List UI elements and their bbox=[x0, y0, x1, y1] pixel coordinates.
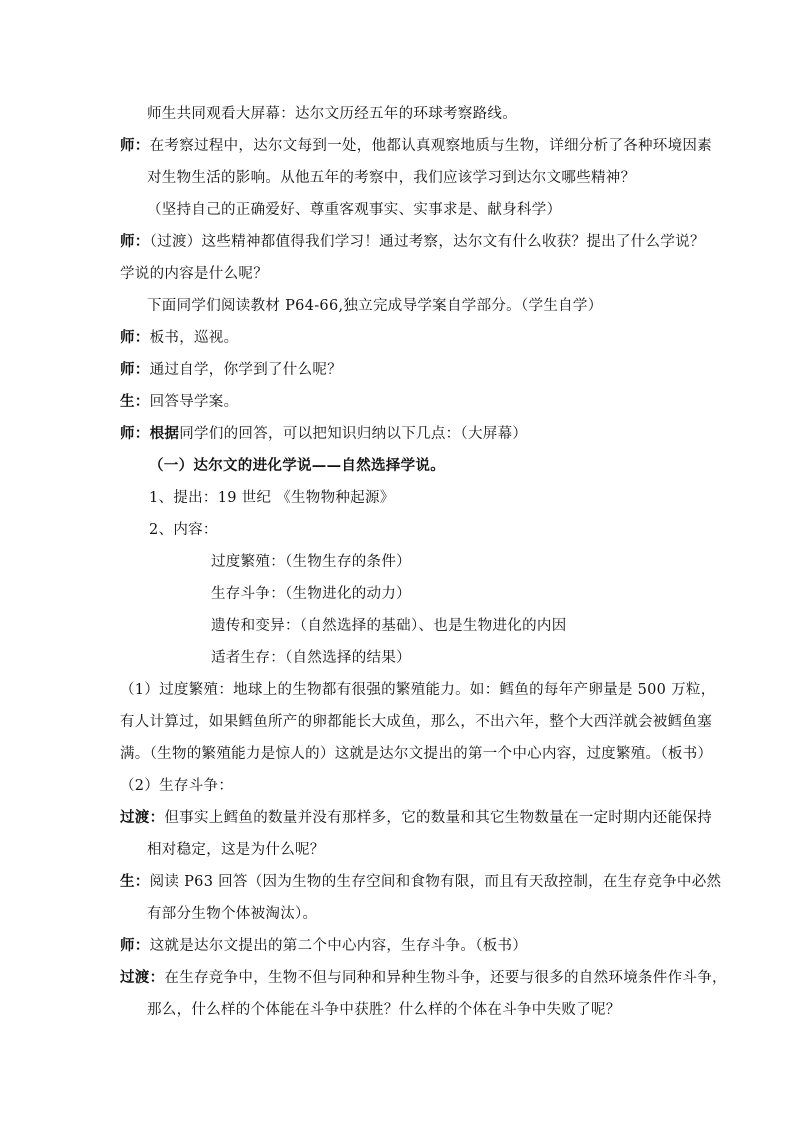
text: （1）过度繁殖：地球上的生物都有很强的繁殖能力。如：鳕鱼的每年产卵量是 500 万粒， bbox=[120, 682, 716, 698]
text: 1、提出：19 世纪 《生物物种起源》 bbox=[149, 490, 395, 506]
text: 那么，什么样的个体能在斗争中获胜？什么样的个体在斗争中失败了呢？ bbox=[147, 1002, 621, 1018]
speaker-label: 师： bbox=[120, 425, 150, 442]
text: 这就是达尔文提出的第二个中心内容，生存斗争。（板书） bbox=[149, 938, 528, 954]
paragraph-line bbox=[0, 994, 794, 1026]
speaker-label: 师： bbox=[120, 361, 150, 378]
paragraph-line bbox=[0, 834, 794, 866]
text: 适者生存：（自然选择的结果） bbox=[211, 650, 411, 666]
dialogue-line bbox=[0, 322, 794, 354]
text: 师生共同观看大屏幕：达尔文历经五年的环球考察路线。 bbox=[147, 106, 517, 122]
document-body bbox=[0, 98, 794, 1026]
text: 板书，巡视。 bbox=[149, 330, 239, 346]
dialogue-line bbox=[0, 130, 794, 162]
dialogue-line bbox=[0, 866, 794, 898]
speaker-label: 过渡： bbox=[120, 809, 165, 826]
speaker-label: 师： bbox=[120, 937, 150, 954]
section-heading bbox=[0, 450, 794, 482]
text: 生存斗争：（生物进化的动力） bbox=[211, 586, 411, 602]
speaker-label: 生： bbox=[120, 873, 150, 890]
paragraph-line bbox=[0, 162, 794, 194]
text: 阅读 P63 回答（因为生物的生存空间和食物有限，而且有天敌控制，在生存竞争中必然 bbox=[149, 874, 722, 890]
dialogue-line bbox=[0, 226, 794, 258]
content-item bbox=[0, 642, 794, 674]
text: 遗传和变异：（自然选择的基础）、也是生物进化的内因 bbox=[211, 618, 567, 634]
list-item bbox=[0, 514, 794, 546]
list-item bbox=[0, 482, 794, 514]
paragraph-line bbox=[0, 290, 794, 322]
paragraph-line bbox=[0, 194, 794, 226]
text: 相对稳定，这是为什么呢？ bbox=[147, 842, 325, 858]
text: 过度繁殖：（生物生存的条件） bbox=[211, 554, 411, 570]
text: （坚持自己的正确爱好、尊重客观事实、实事求是、献身科学） bbox=[147, 202, 562, 218]
text: 有人计算过，如果鳕鱼所产的卵都能长大成鱼，那么，不出六年，整个大西洋就会被鳕鱼塞 bbox=[120, 714, 712, 730]
bold-text: 根据 bbox=[149, 425, 180, 442]
paragraph-line bbox=[0, 706, 794, 738]
content-item bbox=[0, 578, 794, 610]
speaker-label: 师： bbox=[120, 137, 150, 154]
dialogue-line bbox=[0, 418, 794, 450]
paragraph-line bbox=[0, 98, 794, 130]
text: 对生物生活的影响。从他五年的考察中，我们应该学习到达尔文哪些精神？ bbox=[147, 170, 636, 186]
dialogue-line bbox=[0, 930, 794, 962]
text: 学说的内容是什么呢？ bbox=[120, 266, 268, 282]
text: 2、内容： bbox=[149, 522, 218, 538]
content-item bbox=[0, 546, 794, 578]
content-item bbox=[0, 610, 794, 642]
text: 回答导学案。 bbox=[149, 394, 239, 410]
speaker-label: 过渡： bbox=[120, 969, 165, 986]
text: 在考察过程中，达尔文每到一处，他都认真观察地质与生物，详细分析了各种环境因素 bbox=[149, 138, 713, 154]
text: 但事实上鳕鱼的数量并没有那样多，它的数量和其它生物数量在一定时期内还能保持 bbox=[164, 810, 713, 826]
paragraph-line bbox=[0, 258, 794, 290]
text: 在生存竞争中，生物不但与同种和异种生物斗争，还要与很多的自然环境条件作斗争， bbox=[164, 970, 727, 986]
text: （2）生存斗争： bbox=[120, 778, 234, 794]
text: 同学们的回答，可以把知识归纳以下几点：（大屏幕） bbox=[179, 426, 528, 442]
paragraph-line bbox=[0, 770, 794, 802]
dialogue-line bbox=[0, 962, 794, 994]
text: （一）达尔文的进化学说——自然选择学说。 bbox=[149, 457, 445, 474]
paragraph-line bbox=[0, 738, 794, 770]
speaker-label: 师： bbox=[120, 233, 150, 250]
text: 有部分生物个体被淘汰）。 bbox=[147, 906, 318, 922]
dialogue-line bbox=[0, 802, 794, 834]
paragraph-line bbox=[0, 898, 794, 930]
text: 通过自学，你学到了什么呢？ bbox=[149, 362, 343, 378]
text: （过渡）这些精神都值得我们学习！通过考察，达尔文有什么收获？提出了什么学说？ bbox=[149, 234, 705, 250]
paragraph-line bbox=[0, 674, 794, 706]
speaker-label: 师： bbox=[120, 329, 150, 346]
dialogue-line bbox=[0, 354, 794, 386]
text: 满。（生物的繁殖能力是惊人的）这就是达尔文提出的第一个中心内容，过度繁殖。（板书） bbox=[120, 746, 713, 762]
dialogue-line bbox=[0, 386, 794, 418]
text: 下面同学们阅读教材 P64-66,独立完成导学案自学部分。（学生自学） bbox=[147, 298, 603, 314]
speaker-label: 生： bbox=[120, 393, 150, 410]
